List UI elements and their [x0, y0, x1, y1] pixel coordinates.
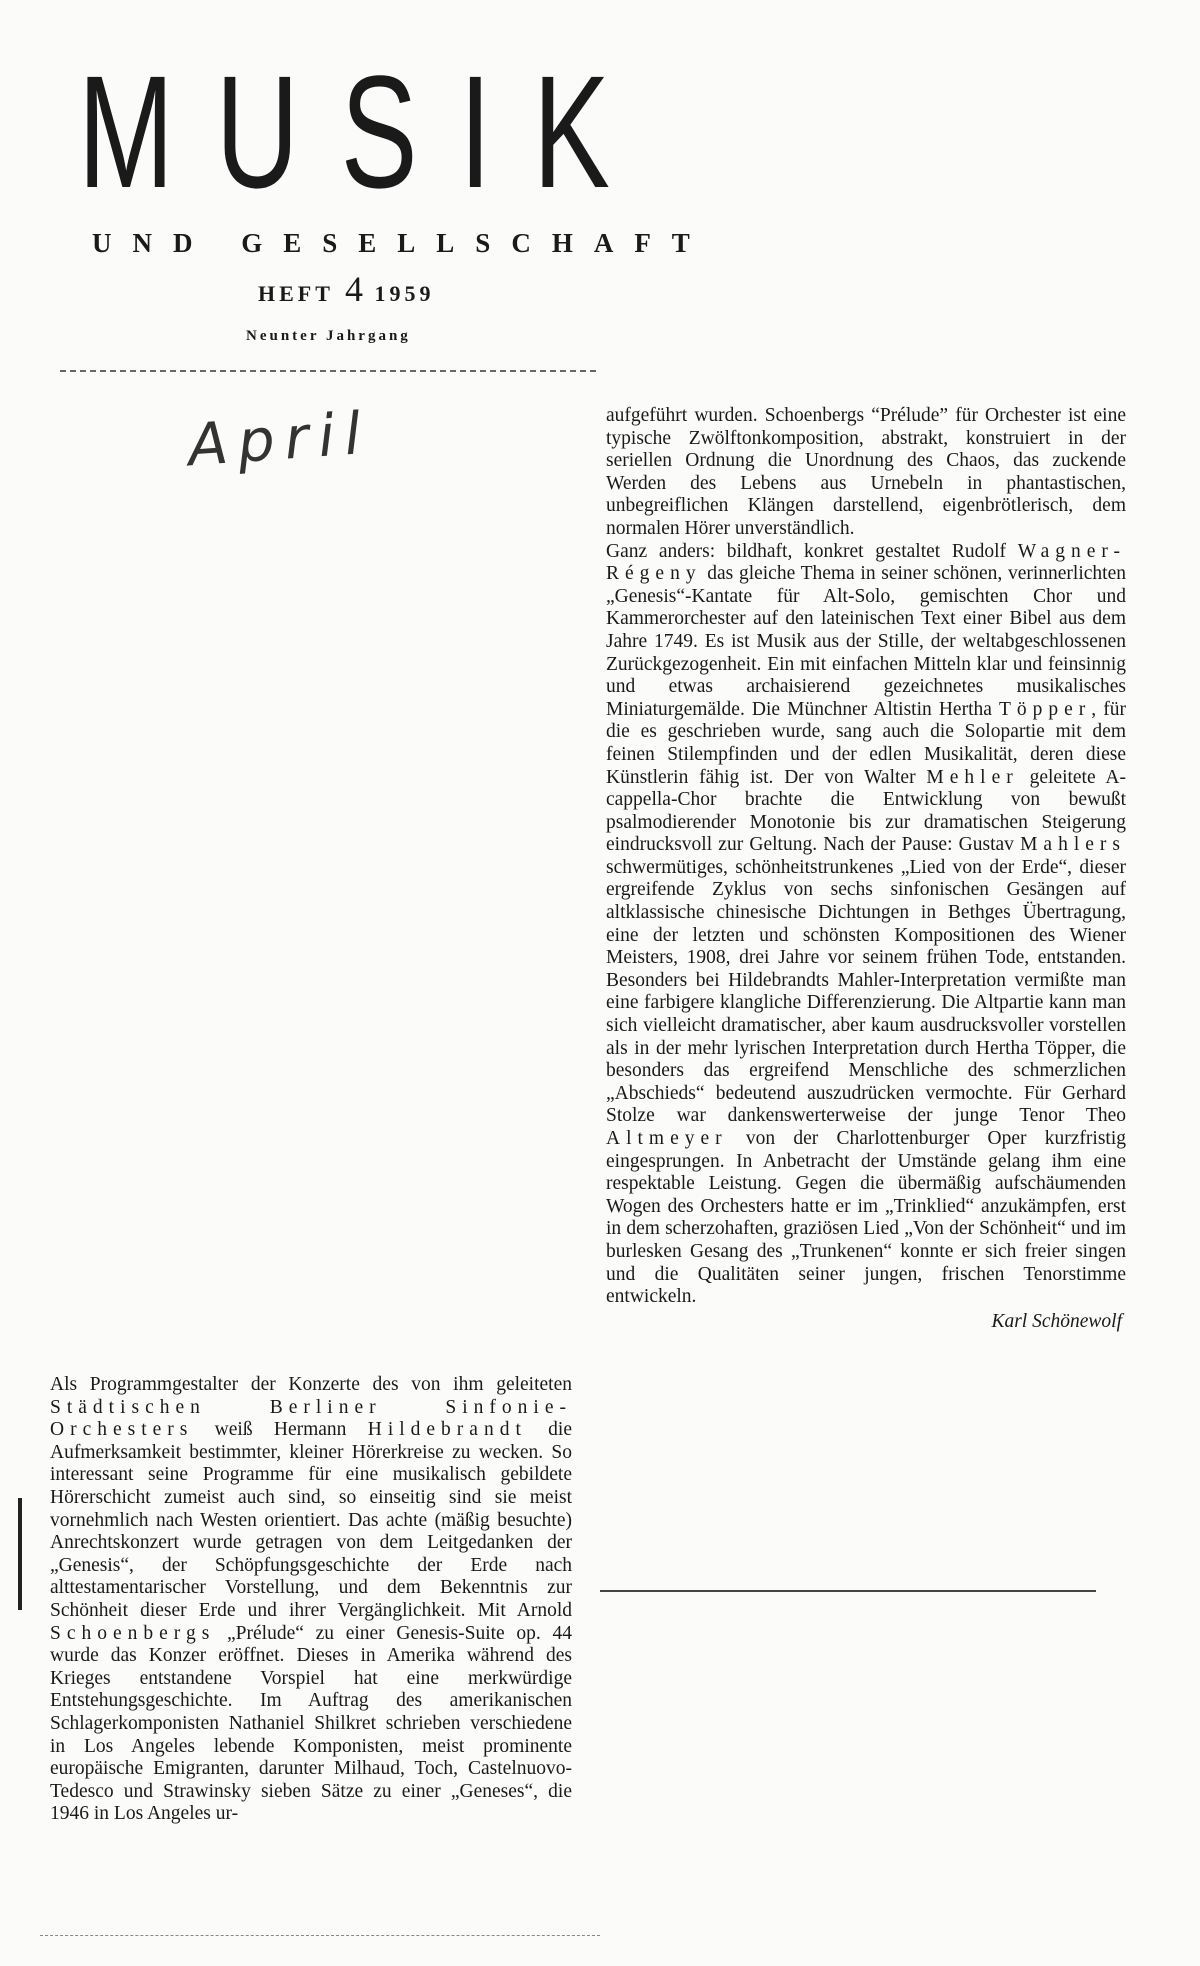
margin-mark [18, 1498, 22, 1610]
text-run: , für die es geschrieben wurde, sang auch die Solopartie mit dem feinen Stilempfinden und der edlen Musikalität, deren diese Künstlerin fähig ist. Der von Walter [606, 698, 1126, 788]
text-run: von der Charlottenburger Oper kurzfristig eingesprungen. In Anbetracht der Umstände gelang ihm eine respektable Leistung. Gegen die übermäßig aufschäumenden Wogen des Orchesters hatte er im „Trinklied“ anzukämpfen, erst in dem scherzohaften, graziösen Lied „Von der Schönheit“ und im burlesken Gesang des „Trunkenen“ konnte er sich freier singen und die Qualitäten seiner jungen, frischen Tenorstimme entwickeln. [606, 1128, 1126, 1308]
text-run: geleitete A-cappella-Chor brachte die Entwicklung von bewußt psalmodierender Monotonie bis zur dramatischen Steigerung eindrucksvoll zur Geltung. Nach der Pause: Gustav [606, 766, 1126, 856]
text-run: schwermütiges, schönheitstrunkenes „Lied von der Erde“, dieser ergreifende Zyklus von sechs sinfonischen Gesängen auf altklassische chinesische Dichtungen in Bethges Übertragung, eine der letzten und schönsten Kompositionen des Wiener Meisters, 1908, drei Jahre vor seinem frühen Tode, entstanden. Besonders bei Hildebrandts Mahler-Interpretation vermißte man eine farbigere klangliche Differenzierung. Die Altpartie kann man sich vielleicht dramatischer, aber kaum ausdrucksvoller vorstellen als in der mehr lyrischen Interpretation durch Hertha Töpper, die besonders das ergreifend Menschliche des schmerzlichen „Abschieds“ bedeutend auszudrücken vermochte. Für Gerhard Stolze war dankenswerterweise der junge Tenor Theo [606, 856, 1126, 1127]
issue-year: 1959 [374, 281, 435, 306]
emphasized-name: Mehler [926, 766, 1019, 788]
article-end-rule [600, 1590, 1096, 1592]
issue-line [258, 268, 435, 310]
emphasized-name: Hildebrandt [367, 1419, 527, 1441]
masthead-subtitle: UND GESELLSCHAFT [92, 228, 711, 258]
volume-label: Neunter Jahrgang [246, 328, 411, 344]
text-run: aufgeführt wurden. Schoenbergs “Prélude” für Orchester ist eine typische Zwölftonkomposition, abstrakt, konstruiert in der seriellen Ordnung die Unordnung des Chaos, das zuckende Werden des Lebens aus Urnebeln in phantastischen, unbegreiflichen Klängen darstellend, eigenbrötlerisch, dem normalen Hörer unverständlich. [606, 405, 1126, 539]
footer-divider [40, 1935, 600, 1936]
text-run: das gleiche Thema in seiner schönen, verinnerlichten „Genesis“-Kantate für Alt-Solo, gemischten Chor und Kammerorchester auf den lateinischen Text einer Bibel aus dem Jahre 1749. Es ist Musik aus der Stille, der weltabgeschlossenen Zurückgezogenheit. Ein mit einfachen Mitteln klar und feinsinnig und etwas archaisierend gezeichnetes musikalisches Miniaturgemälde. Die Münchner Altistin Hertha [606, 563, 1126, 720]
emphasized-name: Altmeyer [606, 1128, 728, 1149]
emphasized-name: Städtischen Berliner Sinfonie-Orchesters [50, 1396, 572, 1441]
handwritten-note: April [185, 398, 373, 480]
text-run: die Aufmerksamkeit bestimmter, kleiner Hörerkreise zu wecken. So interessant seine Programme für eine musikalisch gebildete Hörerschicht zumeist auch sind, so einseitig sind sie meist vornehmlich nach Westen orientiert. Das achte (mäßig besuchte) Anrechtskonzert wurde getragen von dem Leitgedanken der „Genesis“, der Schöpfungsgeschichte der Erde nach alttestamentarischer Vorstellung, und dem Bekenntnis zur Schönheit dieser Erde und ihrer Vergänglichkeit. Mit Arnold [50, 1419, 572, 1621]
article-column-left [50, 1374, 572, 1826]
emphasized-name: Schoenbergs [50, 1622, 216, 1644]
emphasized-name: Wagner-Régeny [606, 540, 1126, 585]
article-paragraph [606, 541, 1126, 1309]
article-paragraph [50, 1374, 572, 1826]
issue-number: 4 [345, 269, 364, 309]
text-run: Als Programmgestalter der Konzerte des von ihm geleiteten [50, 1374, 572, 1395]
author-signature: Karl Schönewolf [991, 1310, 1122, 1332]
header-divider [60, 370, 596, 372]
text-run: weiß Hermann [193, 1419, 368, 1441]
article-column-right [606, 405, 1126, 1333]
masthead-title: MUSIK [78, 42, 652, 221]
issue-prefix: HEFT [258, 281, 334, 306]
emphasized-name: Mahlers [1020, 834, 1126, 856]
article-paragraph [606, 405, 1126, 541]
text-run: „Prélude“ zu einer Genesis-Suite op. 44 wurde das Konzer eröffnet. Dieses in Amerika während des Krieges entstandene Vorspiel hat eine merkwürdige Entstehungsgeschichte. Im Auftrag des amerikanischen Schlagerkomponisten Nathaniel Shilkret schrieben verschiedene in Los Angeles lebende Komponisten, meist prominente europäische Emigranten, darunter Milhaud, Toch, Castelnuovo-Tedesco und Strawinsky sieben Sätze zu einer „Geneses“, die 1946 in Los Angeles ur- [50, 1622, 572, 1825]
text-run: Ganz anders: bildhaft, konkret gestaltet Rudolf [606, 540, 1018, 562]
emphasized-name: Töpper [998, 698, 1092, 720]
